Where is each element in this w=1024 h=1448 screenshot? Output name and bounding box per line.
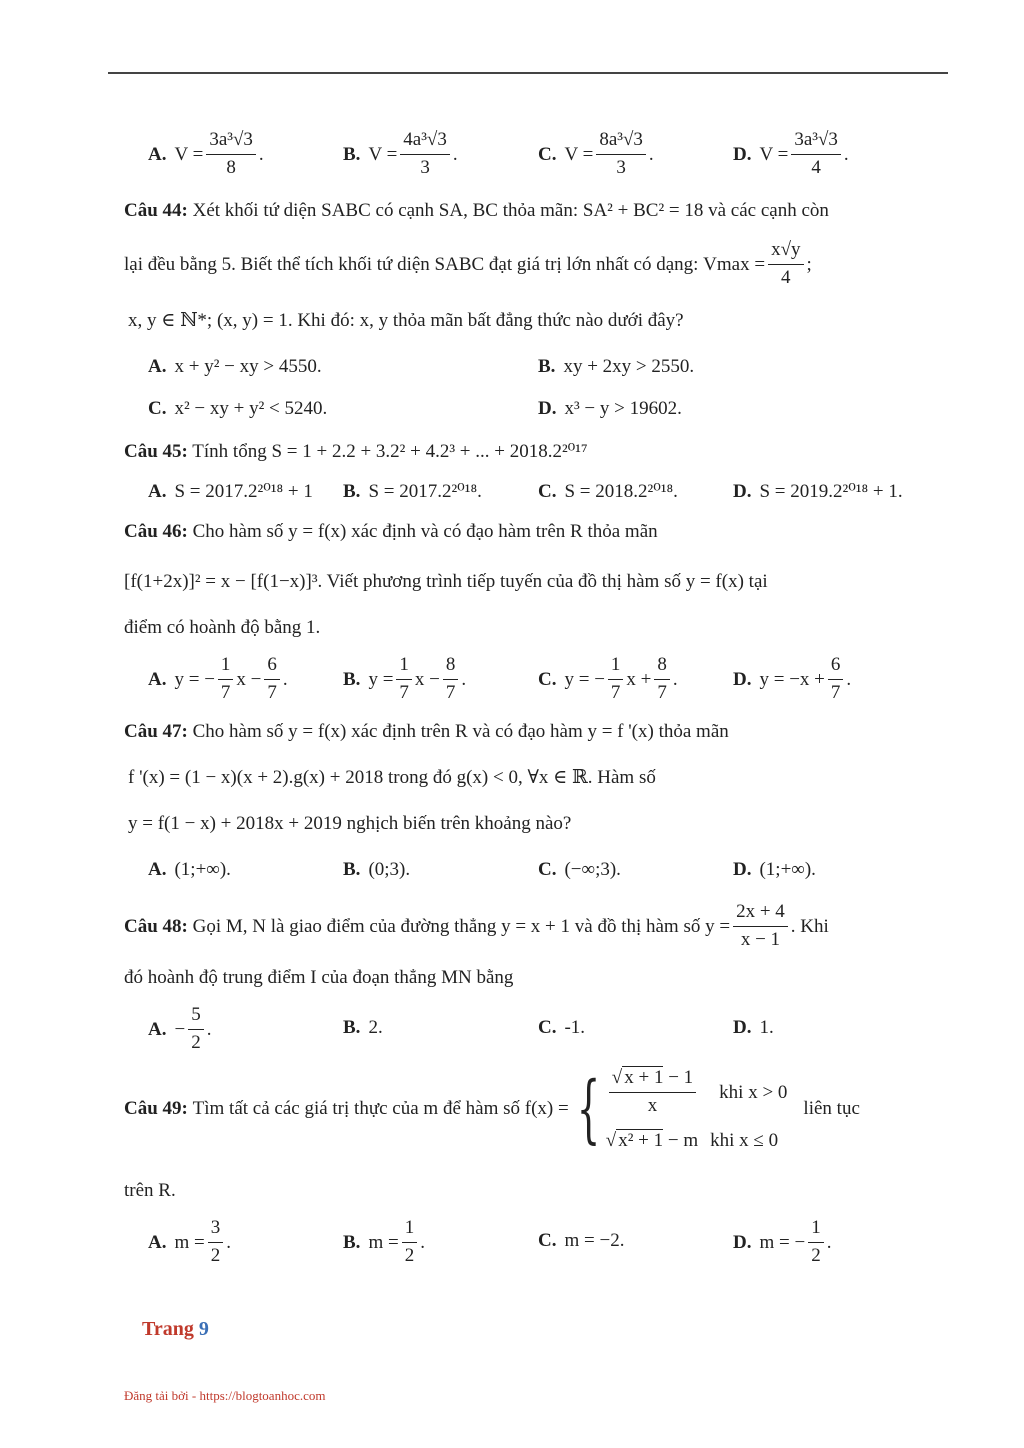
option-post: .	[846, 668, 852, 690]
option-pre: −	[174, 1018, 186, 1040]
option-label: A.	[148, 859, 167, 880]
option-text: x + y² − xy > 4550.	[174, 356, 322, 377]
option-text: xy + 2xy > 2550.	[563, 356, 695, 377]
numerator: 8	[654, 655, 670, 680]
option-mid: x −	[236, 668, 262, 690]
option-label: B.	[343, 1231, 361, 1253]
numerator: 8a³√3	[596, 130, 646, 155]
question-text: Cho hàm số y = f(x) xác định trên R và có đạo hàm y = f '(x) thỏa mãn	[192, 721, 729, 742]
option-label: C.	[538, 668, 557, 690]
numerator: 4a³√3	[400, 130, 450, 155]
numerator: 8	[443, 655, 459, 680]
option-post: .	[206, 1018, 212, 1040]
option-post: .	[672, 668, 678, 690]
option-fraction	[791, 130, 841, 179]
numerator: 1	[808, 1218, 824, 1243]
q47-option-b	[343, 860, 410, 879]
option-text: (1;+∞).	[174, 859, 231, 880]
option-pre: y = −	[564, 668, 605, 690]
option-fraction-2	[264, 655, 280, 704]
denominator: 7	[657, 681, 667, 703]
option-label: A.	[148, 481, 167, 502]
credit-link[interactable]: Đăng tải bởi - https://blogtoanhoc.com	[124, 1388, 326, 1403]
page-label: Trang	[142, 1318, 194, 1340]
case2-tail: − m	[663, 1129, 699, 1151]
option-post: .	[461, 668, 467, 690]
q47-line1	[124, 722, 729, 741]
numerator: 1	[608, 655, 624, 680]
fraction-lhs: y =	[705, 915, 731, 937]
option-lhs: V =	[368, 143, 398, 165]
numerator-tail: − 1	[663, 1067, 694, 1088]
q49-option-c	[538, 1231, 624, 1250]
piecewise-case-2: √ x² + 1 − m khi x ≤ 0	[605, 1129, 779, 1151]
option-text: S = 2017.2²⁰¹⁸ + 1	[174, 481, 313, 502]
q46-line3: điểm có hoành độ bằng 1.	[124, 617, 321, 638]
option-text: S = 2018.2²⁰¹⁸.	[564, 481, 678, 502]
q45-option-c	[538, 482, 678, 501]
q48-option-a	[148, 1005, 211, 1054]
radicand: x + 1	[624, 1067, 664, 1088]
q46-option-b	[343, 655, 466, 704]
question-text: lại đều bằng 5. Biết thể tích khối tứ diện SABC đạt giá trị lớn nhất có dạng:	[124, 253, 699, 275]
option-label: A.	[148, 356, 167, 377]
case2-condition: khi x ≤ 0	[710, 1129, 779, 1151]
question-number: Câu 45:	[124, 441, 188, 462]
question-text: Xét khối tứ diện SABC có cạnh SA, BC thỏa mãn: SA² + BC² = 18 và các cạnh còn	[192, 200, 829, 221]
option-label: A.	[148, 1231, 167, 1253]
line-tail: liên tục	[803, 1098, 860, 1120]
q45-line1	[124, 442, 588, 461]
option-label: C.	[538, 143, 557, 165]
option-label: A.	[148, 668, 167, 690]
question-number: Câu 46:	[124, 521, 188, 542]
option-label: A.	[148, 143, 167, 165]
option-label: C.	[538, 481, 557, 502]
option-fraction-2	[443, 655, 459, 704]
option-label: B.	[343, 481, 361, 502]
q44-option-a	[148, 357, 322, 376]
numerator: 6	[828, 655, 844, 680]
q46-line2: [f(1+2x)]² = x − [f(1−x)]³. Viết phương trình tiếp tuyến của đồ thị hàm số y = f(x) tại	[124, 571, 768, 592]
q48-option-d	[733, 1018, 774, 1037]
option-fraction	[208, 1218, 224, 1267]
q43-option-d: D. V = $\frac{\text{3a³√3}}{4}$ .	[733, 129, 849, 178]
option-pre: y =	[368, 668, 394, 690]
option-pre: y = −x +	[759, 668, 825, 690]
option-label: B.	[343, 668, 361, 690]
option-fraction	[828, 655, 844, 704]
page-number: 9	[198, 1318, 209, 1340]
q47-line2: f '(x) = (1 − x)(x + 2).g(x) + 2018 trong đó g(x) < 0, ∀x ∈ ℝ. Hàm số	[128, 767, 656, 788]
option-lhs: V =	[759, 143, 789, 165]
q47-option-d	[733, 860, 816, 879]
denominator: 3	[420, 156, 430, 178]
q46-option-c	[538, 655, 678, 704]
option-text: x³ − y > 19602.	[564, 398, 682, 419]
option-post: .	[826, 1231, 832, 1253]
denominator: 8	[226, 156, 236, 178]
numerator: 3a³√3	[206, 130, 256, 155]
denominator: x	[647, 1094, 658, 1116]
q47-option-c	[538, 860, 621, 879]
numerator: x√y	[768, 240, 803, 265]
option-fraction	[206, 130, 256, 179]
denominator: 2	[191, 1031, 201, 1053]
option-text: (1;+∞).	[759, 859, 816, 880]
option-label: A.	[148, 1018, 167, 1040]
option-mid: x +	[626, 668, 652, 690]
numerator: 1	[218, 655, 234, 680]
numerator: 1	[402, 1218, 418, 1243]
q44-option-c	[148, 399, 327, 418]
denominator: 2	[404, 1244, 415, 1266]
option-pre: m =	[174, 1231, 205, 1253]
numerator: 5	[188, 1005, 204, 1030]
option-label: D.	[733, 1231, 752, 1253]
q49-line2: trên R.	[124, 1180, 176, 1201]
numerator: 2x + 4	[733, 902, 788, 927]
option-pre: m =	[368, 1231, 399, 1253]
q46-option-a	[148, 655, 288, 704]
option-label: D.	[733, 1017, 752, 1038]
option-label: C.	[538, 1017, 557, 1038]
q43-option-b: B. V = $\frac{\text{4a³√3}}{3}$ .	[343, 129, 458, 178]
option-fraction-1	[396, 655, 412, 704]
option-text: m = −2.	[564, 1230, 625, 1251]
option-label: B.	[538, 356, 556, 377]
denominator: x − 1	[740, 928, 781, 950]
piecewise-case-1	[606, 1068, 788, 1117]
option-label: C.	[538, 1230, 557, 1251]
numerator: 3	[208, 1218, 224, 1243]
numerator: √ x + 1 − 1	[609, 1068, 696, 1093]
option-fraction-2	[654, 655, 670, 704]
option-label: D.	[733, 859, 752, 880]
q47-line3: y = f(1 − x) + 2018x + 2019 nghịch biến trên khoảng nào?	[128, 813, 572, 834]
left-brace: {	[576, 1065, 601, 1152]
function-lhs: f(x) =	[524, 1098, 569, 1120]
q45-option-d	[733, 482, 903, 501]
q49-line1	[124, 1065, 860, 1152]
case1-condition: khi x > 0	[719, 1081, 788, 1103]
option-fraction-1	[218, 655, 234, 704]
question-number: Câu 49:	[124, 1098, 188, 1120]
option-text: 1.	[759, 1017, 774, 1038]
denominator: 7	[445, 681, 456, 703]
piecewise-function	[569, 1065, 788, 1152]
option-label: C.	[538, 859, 557, 880]
option-pre: m = −	[759, 1231, 806, 1253]
option-post: .	[420, 1231, 425, 1253]
q46-line1	[124, 522, 658, 541]
vmax-fraction	[768, 240, 803, 289]
page-number-footer	[142, 1318, 209, 1341]
option-label: C.	[148, 398, 167, 419]
denominator: 3	[616, 156, 626, 178]
option-text: -1.	[564, 1017, 586, 1038]
question-text: Gọi M, N là giao điểm của đường thẳng y = x + 1 và đồ thị hàm số	[192, 915, 701, 937]
radicand: x² + 1	[618, 1129, 664, 1151]
question-text: Cho hàm số y = f(x) xác định và có đạo hàm trên R thỏa mãn	[192, 521, 658, 542]
option-label: B.	[343, 859, 361, 880]
q45-option-a	[148, 482, 313, 501]
option-label: B.	[343, 1017, 361, 1038]
header-rule	[108, 72, 948, 74]
q46-option-d	[733, 655, 851, 704]
q43-option-a: A. V = $\frac{\text{3a³√3}}{8}$ .	[148, 129, 264, 178]
q49-option-b	[343, 1218, 425, 1267]
numerator: 6	[264, 655, 280, 680]
q44-option-d	[538, 399, 682, 418]
question-number: Câu 44:	[124, 200, 188, 221]
option-lhs: V =	[564, 143, 594, 165]
option-fraction	[400, 130, 450, 179]
denominator: 7	[399, 681, 409, 703]
denominator: 4	[811, 156, 821, 178]
q48-line2: đó hoành độ trung điểm I của đoạn thẳng MN bằng	[124, 967, 514, 988]
numerator: 1	[396, 655, 412, 680]
q48-line1	[124, 902, 829, 951]
denominator: 7	[267, 681, 277, 703]
question-text: Tính tổng S = 1 + 2.2 + 3.2² + 4.2³ + ... + 2018.2²⁰¹⁷	[192, 441, 588, 462]
option-post: .	[282, 668, 288, 690]
option-fraction	[402, 1218, 418, 1267]
option-lhs: V =	[174, 143, 204, 165]
vmax-tail: ;	[806, 253, 812, 275]
q44-line1	[124, 201, 829, 220]
vmax-lhs: Vmax =	[703, 253, 766, 275]
option-fraction	[596, 130, 646, 179]
option-text: S = 2017.2²⁰¹⁸.	[368, 481, 482, 502]
q45-option-b	[343, 482, 482, 501]
q44-line2	[124, 240, 812, 289]
denominator: 4	[781, 266, 791, 288]
option-label: D.	[733, 481, 752, 502]
option-fraction-1	[608, 655, 624, 704]
piecewise-cases	[606, 1068, 788, 1150]
option-post: .	[226, 1231, 231, 1253]
denominator: 7	[220, 681, 231, 703]
q47-option-a	[148, 860, 231, 879]
option-text: (0;3).	[368, 859, 411, 880]
denominator: 2	[210, 1244, 221, 1266]
function-fraction	[733, 902, 788, 951]
question-number: Câu 47:	[124, 721, 188, 742]
option-text: x² − xy + y² < 5240.	[174, 398, 328, 419]
option-label: B.	[343, 143, 361, 165]
question-number: Câu 48:	[124, 915, 188, 937]
numerator: 3a³√3	[791, 130, 841, 155]
option-label: D.	[733, 668, 752, 690]
q49-option-a	[148, 1218, 231, 1267]
q48-option-b	[343, 1018, 383, 1037]
denominator: 7	[830, 681, 841, 703]
q44-option-b	[538, 357, 694, 376]
q43-option-c: C. V = $\frac{\text{8a³√3}}{3}$ .	[538, 129, 654, 178]
line-tail: . Khi	[790, 915, 829, 937]
denominator: 7	[610, 681, 621, 703]
q48-option-c	[538, 1018, 585, 1037]
option-label: D.	[538, 398, 557, 419]
option-pre: y = −	[174, 668, 215, 690]
option-text: S = 2019.2²⁰¹⁸ + 1.	[759, 481, 903, 502]
q49-option-d	[733, 1218, 831, 1267]
option-fraction	[808, 1218, 824, 1267]
denominator: 2	[811, 1244, 821, 1266]
option-text: 2.	[368, 1017, 383, 1038]
option-fraction	[188, 1005, 204, 1054]
option-mid: x −	[414, 668, 440, 690]
option-text: (−∞;3).	[564, 859, 621, 880]
option-label: D.	[733, 143, 752, 165]
case1-fraction	[609, 1068, 696, 1117]
q44-line3: x, y ∈ ℕ*; (x, y) = 1. Khi đó: x, y thỏa mãn bất đẳng thức nào dưới đây?	[128, 310, 684, 331]
question-text: Tìm tất cả các giá trị thực của m để hàm số	[192, 1098, 520, 1120]
